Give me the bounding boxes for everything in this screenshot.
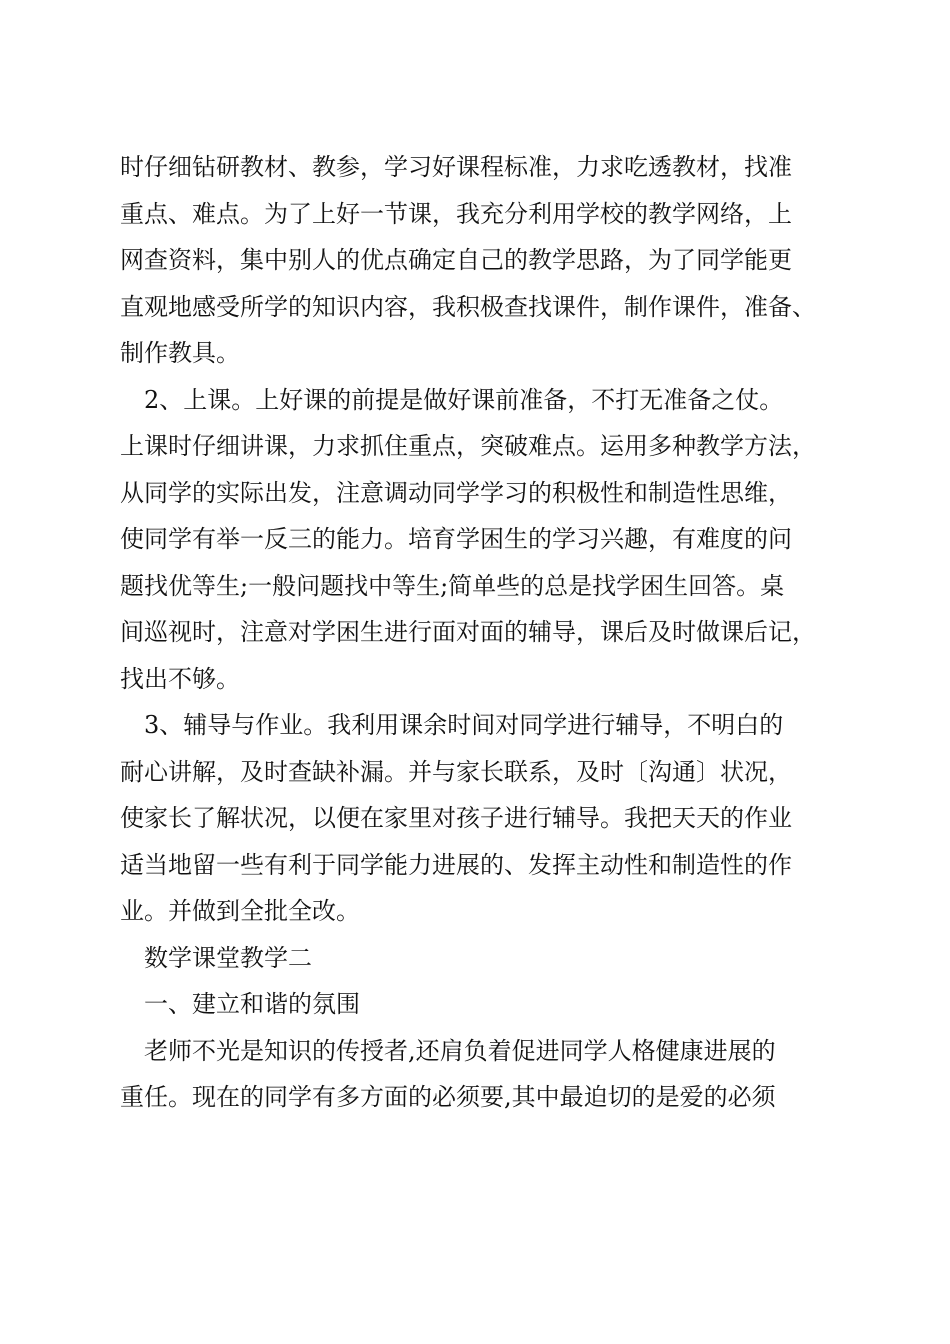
text-line: 耐心讲解，及时查缺补漏。并与家长联系，及时〔沟通〕状况， (120, 757, 792, 786)
text-line: 业。并做到全批全改。 (120, 897, 360, 925)
paragraph-start-line: 老师不光是知识的传授者,还肩负着促进同学人格健康进展的 (144, 1036, 776, 1065)
paragraph-start-line: 3、辅导与作业。我利用课余时间对同学进行辅导，不明白的 (144, 711, 784, 739)
text-line: 时仔细钻研教材、教参，学习好课程标准，力求吃透教材，找准 (120, 153, 792, 181)
subsection-heading: 一、建立和谐的氛围 (144, 990, 360, 1018)
text-line: 从同学的实际出发，注意调动同学学习的积极性和制造性思维， (120, 478, 792, 507)
paragraph-start-line: 2、上课。上好课的前提是做好课前准备，不打无准备之仗。 (144, 385, 784, 414)
text-line: 使家长了解状况，以便在家里对孩子进行辅导。我把天天的作业 (120, 804, 792, 832)
text-line: 直观地感受所学的知识内容，我积极查找课件，制作课件，准备、 (120, 292, 816, 321)
section-heading: 数学课堂教学二 (144, 943, 312, 972)
text-line: 网查资料，集中别人的优点确定自己的教学思路，为了同学能更 (120, 246, 792, 274)
text-line: 题找优等生;一般问题找中等生;简单些的总是找学困生回答。桌 (120, 571, 785, 600)
text-line: 找出不够。 (120, 664, 240, 693)
text-line: 制作教具。 (120, 339, 240, 367)
text-line: 重任。现在的同学有多方面的必须要,其中最迫切的是爱的必须 (120, 1083, 776, 1111)
text-line: 重点、难点。为了上好一节课，我充分利用学校的教学网络，上 (120, 199, 792, 228)
text-line: 适当地留一些有利于同学能力进展的、发挥主动性和制造性的作 (120, 850, 792, 879)
text-line: 间巡视时，注意对学困生进行面对面的辅导，课后及时做课后记， (120, 618, 816, 646)
text-line: 上课时仔细讲课，力求抓住重点，突破难点。运用多种教学方法， (120, 432, 816, 460)
text-line: 使同学有举一反三的能力。培育学困生的学习兴趣，有难度的问 (120, 525, 792, 553)
document-body (120, 144, 842, 1121)
